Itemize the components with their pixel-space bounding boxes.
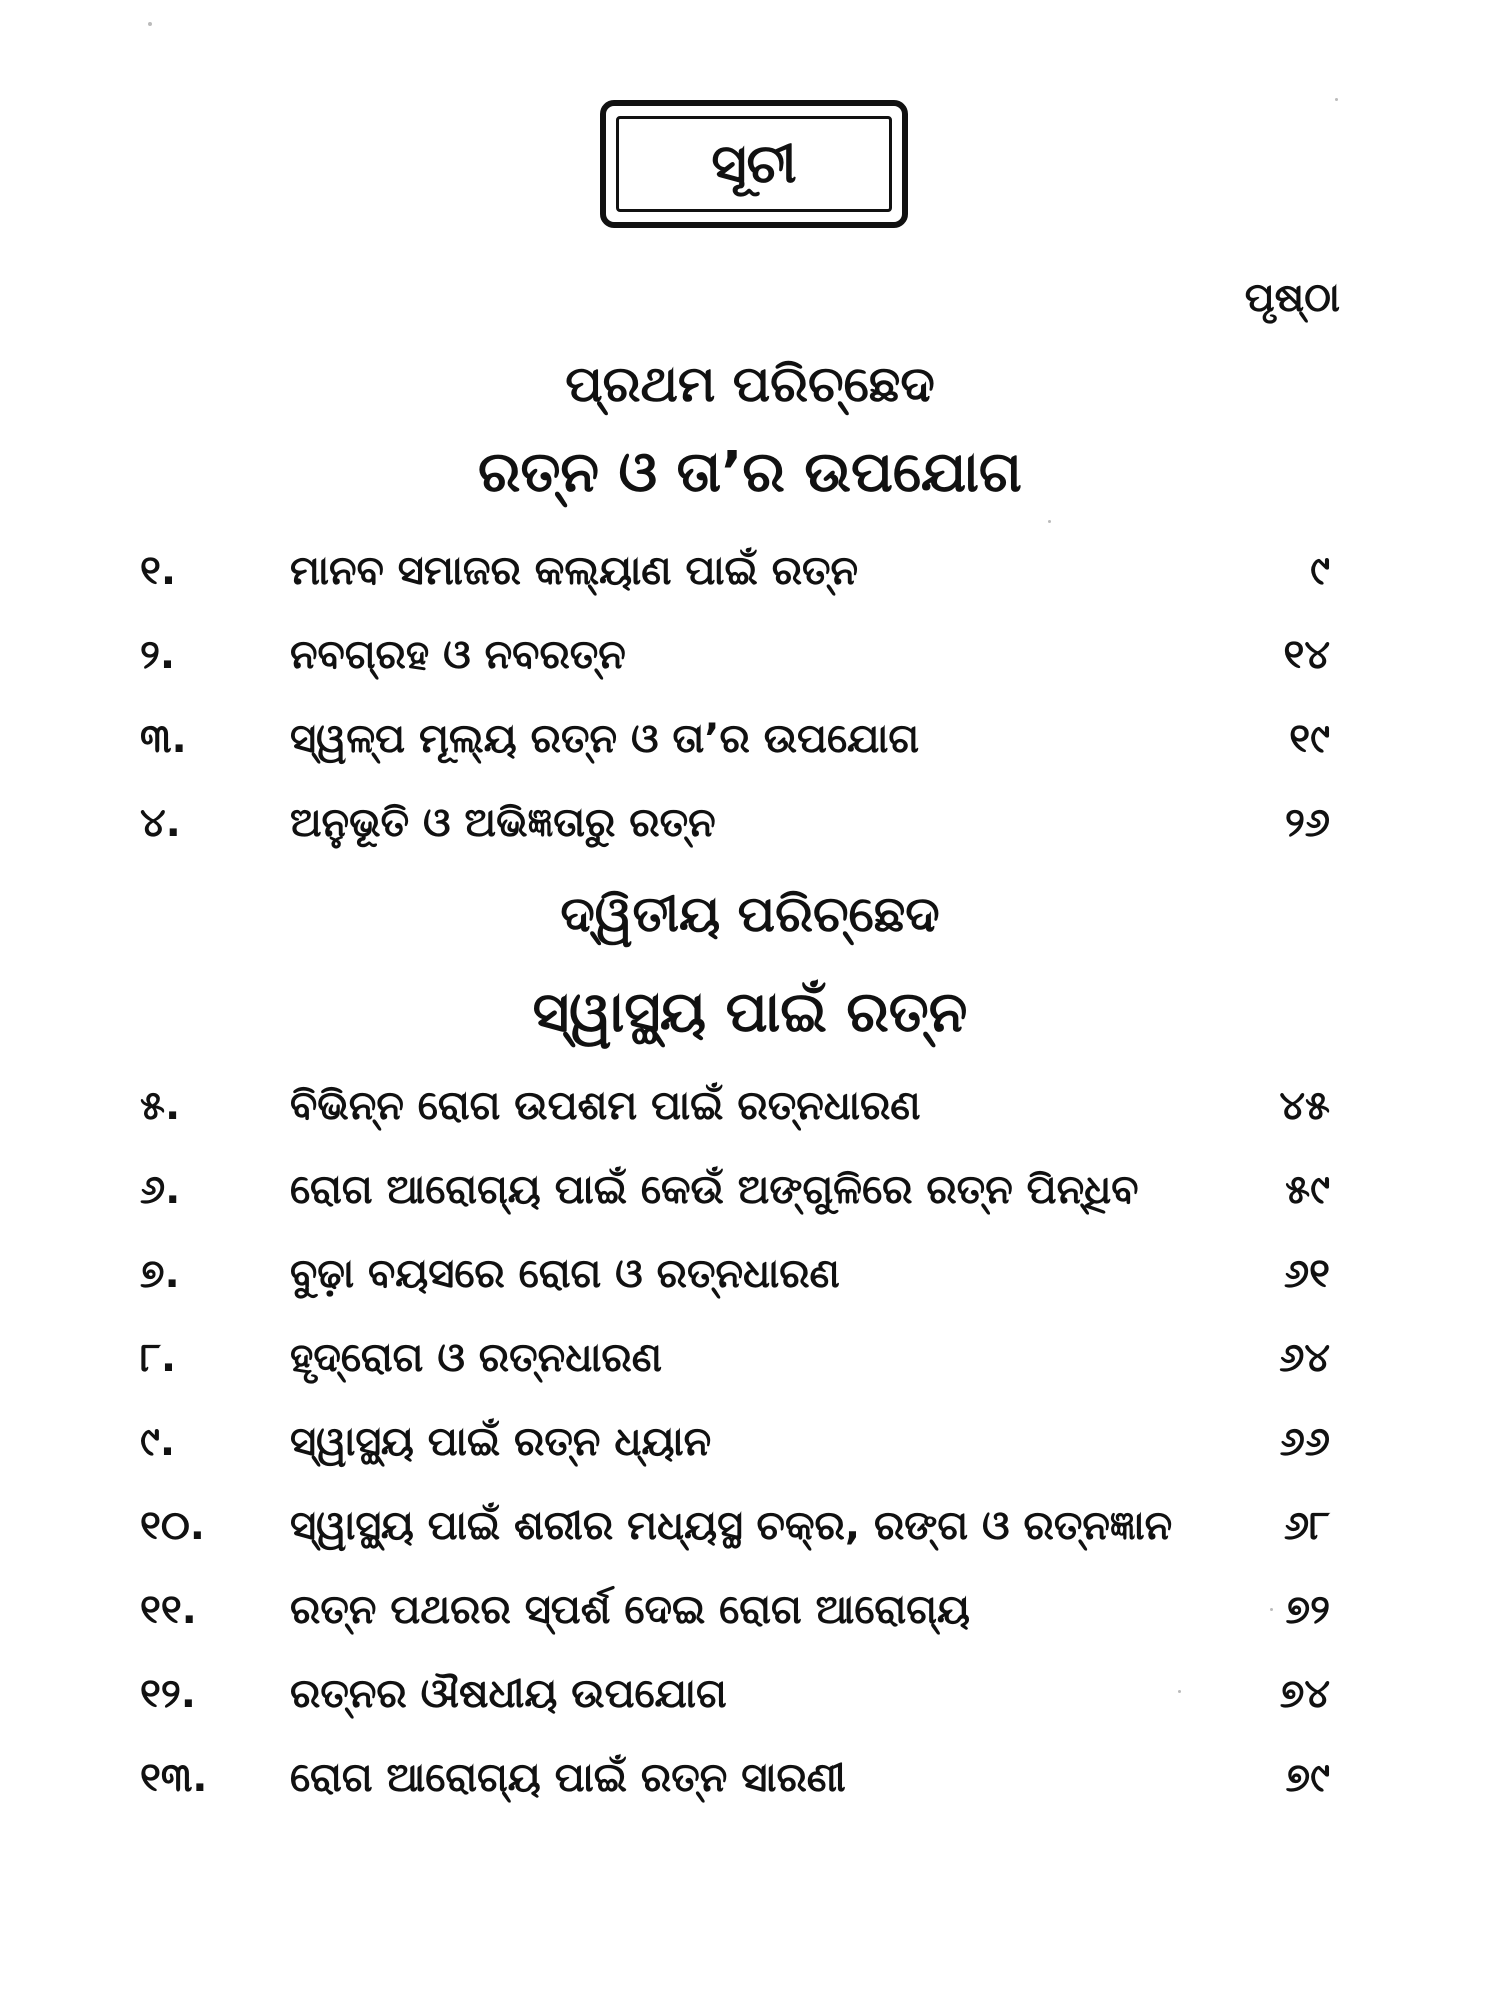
entry-page: ୭୪ [1279,1671,1330,1717]
entry-page: ୭୯ [1285,1755,1330,1801]
entry-number: ୯. [140,1419,176,1465]
print-speck [1178,1690,1181,1693]
entry-number: ୮. [140,1335,177,1381]
toc-entry[interactable] [0,1755,1500,1815]
entry-page: ୬୬ [1279,1419,1330,1465]
entry-page: ୭୨ [1285,1587,1330,1633]
toc-entry[interactable] [0,1251,1500,1311]
toc-entry[interactable] [0,1083,1500,1143]
toc-entry[interactable] [0,716,1500,776]
entry-title: ବିଭିନ୍ନ ରୋଗ ଉପଶମ ପାଇଁ ରତ୍ନଧାରଣ [290,1083,921,1129]
entry-page: ୬୪ [1279,1335,1330,1381]
entry-title: ରୋଗ ଆରୋଗ୍ୟ ପାଇଁ କେଉଁ ଅଙ୍ଗୁଳିରେ ରତ୍ନ ପିନ୍ଧିବ [290,1167,1139,1213]
section-2-heading: ଦ୍ୱିତୀୟ ପରିଚ୍ଛେଦ [560,885,940,943]
toc-entry[interactable] [0,632,1500,692]
toc-entry[interactable] [0,1335,1500,1395]
title-frame [600,100,908,228]
entry-page: ୬୧ [1284,1251,1330,1297]
print-speck [1270,1608,1273,1611]
entry-title: ନବଗ୍ରହ ଓ ନବରତ୍ନ [290,632,626,678]
toc-entry[interactable] [0,1167,1500,1227]
print-speck [1335,98,1338,101]
section-1-heading: ପ୍ରଥମ ପରିଚ୍ଛେଦ [565,355,935,413]
entry-title: ସ୍ୱଳ୍ପ ମୂଲ୍ୟ ରତ୍ନ ଓ ତା’ର ଉପଯୋଗ [290,716,920,762]
entry-number: ୧୧. [140,1587,197,1633]
entry-page: ୪୫ [1279,1083,1330,1129]
entry-title: ବୁଢ଼ା ବୟସରେ ରୋଗ ଓ ରତ୍ନଧାରଣ [290,1251,840,1297]
entry-title: ସ୍ୱାସ୍ଥ୍ୟ ପାଇଁ ରତ୍ନ ଧ୍ୟାନ [290,1419,712,1465]
section-2-subheading: ସ୍ୱାସ୍ଥ୍ୟ ପାଇଁ ରତ୍ନ [532,980,968,1045]
entry-number: ୧୩. [140,1755,208,1801]
entry-page: ୨୬ [1284,800,1330,846]
entry-number: ୫. [140,1083,181,1129]
entry-number: ୭. [140,1251,180,1297]
section-1-subheading: ରତ୍ନ ଓ ତା’ର ଉପଯୋଗ [478,440,1022,505]
entry-number: ୨. [140,632,176,678]
entry-page: ୯ [1310,548,1330,594]
entry-title: ରତ୍ନର ଔଷଧୀୟ ଉପଯୋଗ [290,1671,727,1717]
entry-title: ରୋଗ ଆରୋଗ୍ୟ ପାଇଁ ରତ୍ନ ସାରଣୀ [290,1755,846,1801]
print-speck [148,22,152,26]
entry-number: ୧୨. [140,1671,196,1717]
entry-title: ରତ୍ନ ପଥରର ସ୍ପର୍ଶ ଦେଇ ରୋଗ ଆରୋଗ୍ୟ [290,1587,970,1633]
entry-number: ୧. [140,548,177,594]
entry-title: ମାନବ ସମାଜର କଲ୍ୟାଣ ପାଇଁ ରତ୍ନ [290,548,859,594]
entry-title: ଅନୁଭୂତି ଓ ଅଭିଜ୍ଞତାରୁ ରତ୍ନ [290,800,716,846]
entry-number: ୧୦. [140,1503,205,1549]
entry-page: ୫୯ [1285,1167,1330,1213]
page-title: ସୂଚୀ [616,116,892,212]
toc-entry[interactable] [0,548,1500,608]
toc-entry[interactable] [0,800,1500,860]
entry-page: ୧୯ [1289,716,1330,762]
entry-title: ହୃଦ୍‌ରୋଗ ଓ ରତ୍ନଧାରଣ [290,1335,662,1381]
toc-entry[interactable] [0,1671,1500,1731]
entry-number: ୩. [140,716,187,762]
entry-page: ୧୪ [1283,632,1330,678]
entry-number: ୪. [140,800,181,846]
toc-entry[interactable] [0,1419,1500,1479]
print-speck [1048,520,1051,523]
page-column-label: ପୃଷ୍ଠା [1244,275,1340,321]
toc-entry[interactable] [0,1503,1500,1563]
entry-title: ସ୍ୱାସ୍ଥ୍ୟ ପାଇଁ ଶରୀର ମଧ୍ୟସ୍ଥ ଚକ୍ର, ରଙ୍ଗ ଓ ରତ୍ନଜ୍ଞାନ [290,1503,1173,1549]
entry-page: ୬୮ [1284,1503,1330,1549]
toc-entry[interactable] [0,1587,1500,1647]
entry-number: ୬. [140,1167,181,1213]
